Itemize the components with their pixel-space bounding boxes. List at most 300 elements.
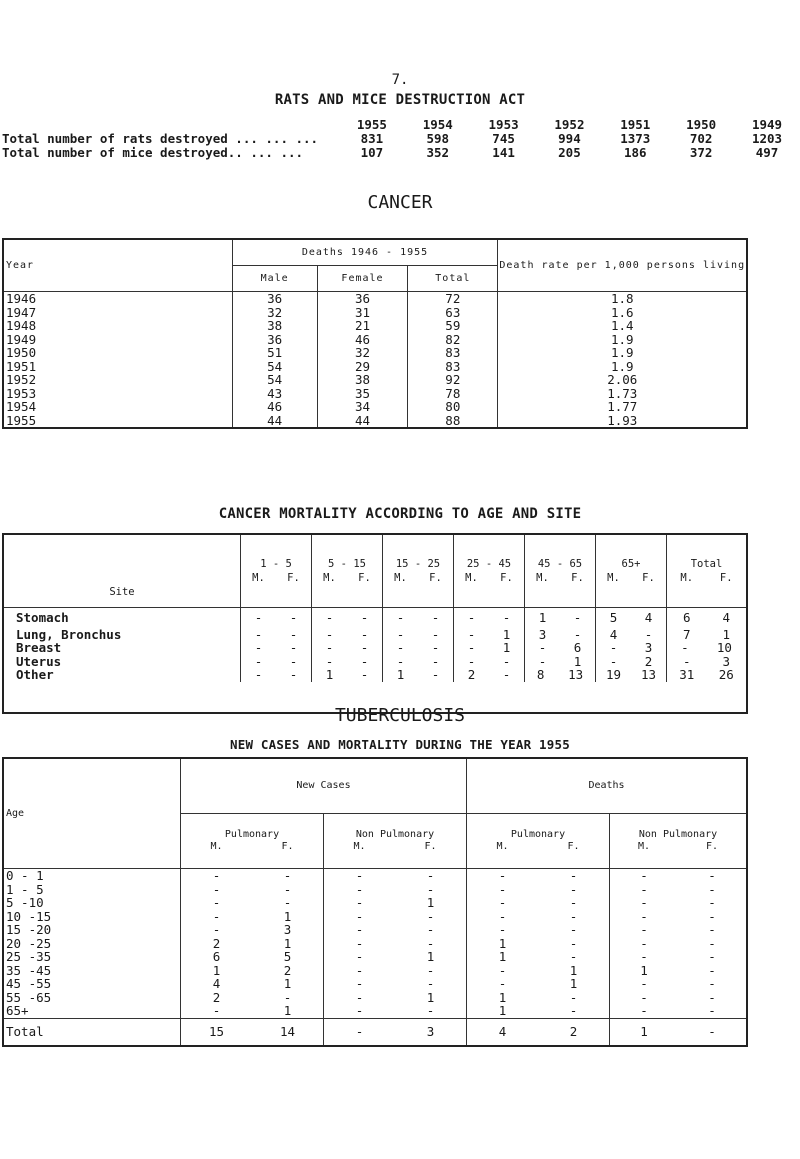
rats-years-row	[2, 118, 800, 132]
f-value: -	[289, 667, 298, 682]
table-row	[3, 977, 747, 991]
f-value: 4	[644, 610, 653, 625]
age-cell: 45 -55	[3, 977, 181, 991]
table-row	[3, 360, 747, 374]
m-value: -	[498, 868, 507, 883]
table-row	[3, 1004, 747, 1018]
m-value: -	[640, 922, 648, 937]
female-cell: 29	[317, 360, 407, 374]
table-row	[3, 319, 747, 333]
tb-value-cell	[467, 937, 610, 951]
tb-value-cell	[467, 910, 610, 924]
m-value: 1	[212, 962, 221, 978]
male-cell: 43	[232, 387, 317, 401]
male-cell: 54	[232, 360, 317, 374]
f-value: -	[426, 908, 435, 924]
site-value-cell	[383, 608, 454, 628]
f-value: -	[644, 626, 653, 642]
site-header: Site	[3, 534, 241, 608]
f-value: 1	[426, 895, 435, 910]
m-value: -	[212, 908, 221, 924]
m-value: 1	[640, 1023, 648, 1039]
female-cell: 34	[317, 400, 407, 414]
m-label: M.	[536, 572, 549, 584]
site-value-cell	[596, 608, 667, 628]
f-value: -	[426, 1003, 435, 1018]
male-cell: 36	[232, 333, 317, 347]
f-value: -	[569, 881, 578, 897]
f-value: 1	[573, 653, 582, 669]
m-value: -	[325, 640, 334, 655]
table-row	[3, 655, 747, 669]
rats-title: RATS AND MICE DESTRUCTION ACT	[274, 92, 526, 108]
m-value: -	[640, 868, 648, 883]
m-value: -	[355, 949, 364, 964]
m-value: -	[212, 922, 221, 937]
site-value-cell	[312, 628, 383, 642]
f-value: 14	[279, 1023, 296, 1039]
m-value: -	[396, 626, 405, 642]
table-row	[3, 628, 747, 642]
tb-value-cell	[467, 869, 610, 883]
age-cell: 55 -65	[3, 991, 181, 1005]
f-label: F.	[500, 572, 513, 584]
f-value: -	[502, 610, 511, 625]
table-row	[3, 869, 747, 883]
site-value-cell	[596, 668, 667, 682]
m-value: 3	[538, 626, 547, 642]
tb-value-cell	[181, 869, 324, 883]
m-value: 4	[498, 1023, 507, 1039]
m-value: -	[212, 868, 221, 883]
site-value-cell	[383, 668, 454, 682]
f-value: -	[426, 976, 435, 991]
f-value: 1	[426, 989, 435, 1005]
rats-value: 994	[558, 131, 581, 146]
table-row	[3, 883, 747, 897]
table-row	[3, 333, 747, 347]
f-value: -	[708, 881, 716, 897]
f-value: -	[431, 667, 440, 682]
f-value: 3	[722, 653, 731, 669]
site-value-cell	[312, 608, 383, 628]
rats-value: 831	[360, 131, 384, 146]
table-row	[3, 1018, 747, 1046]
age-group-header	[383, 534, 454, 608]
site-value-cell	[241, 668, 312, 682]
tb-value-cell	[467, 1018, 610, 1046]
site-value-cell	[383, 628, 454, 642]
f-value: -	[426, 868, 435, 883]
f-value: -	[360, 626, 369, 642]
f-value: 26	[718, 667, 734, 682]
age-group-label: 65+	[621, 558, 641, 570]
cancer-table	[2, 238, 748, 429]
total-cell: 80	[408, 400, 498, 414]
rate-header: Death rate per 1,000 persons living	[498, 239, 747, 292]
site-cell: Breast	[3, 641, 241, 655]
m-value: -	[254, 653, 263, 669]
m-label: M.	[465, 572, 478, 584]
age-group-label: 25 - 45	[466, 558, 512, 570]
year-1951: 1951	[620, 117, 651, 132]
m-value: -	[467, 610, 476, 625]
f-value: -	[289, 640, 298, 655]
f-value: -	[573, 626, 582, 642]
m-label: M.	[252, 572, 265, 584]
tb-value-cell	[324, 950, 467, 964]
site-value-cell	[667, 641, 748, 655]
f-value: -	[573, 610, 582, 625]
f-value: -	[289, 626, 298, 642]
year-1949: 1949	[751, 117, 783, 132]
f-value: -	[569, 908, 578, 924]
tb-table	[2, 757, 748, 1047]
tb-value-cell	[610, 910, 748, 924]
site-value-cell	[596, 628, 667, 642]
f-value: 6	[573, 640, 582, 655]
m-value: 6	[212, 949, 221, 964]
year-1952: 1952	[554, 117, 585, 132]
tb-value-cell	[324, 923, 467, 937]
m-value: -	[325, 626, 334, 642]
age-group-header	[525, 534, 596, 608]
female-cell: 38	[317, 373, 407, 387]
m-value: 1	[396, 667, 405, 682]
tb-value-cell	[610, 883, 748, 897]
rate-cell: 2.06	[498, 373, 747, 387]
female-cell: 31	[317, 306, 407, 320]
age-cell: 5 -10	[3, 896, 181, 910]
table-row	[3, 950, 747, 964]
site-value-cell	[596, 641, 667, 655]
tb-value-cell	[181, 910, 324, 924]
m-label: M.	[394, 572, 407, 584]
age-group-header	[596, 534, 667, 608]
f-value: 1	[502, 640, 511, 655]
m-value: -	[325, 653, 334, 669]
age-group-label: 1 - 5	[260, 558, 292, 570]
rats-value: 598	[426, 131, 450, 146]
tb-value-cell	[181, 883, 324, 897]
m-value: -	[640, 976, 648, 991]
table-row	[2, 146, 800, 160]
table-row	[3, 373, 747, 387]
table-row	[3, 306, 747, 320]
m-value: -	[355, 1023, 364, 1039]
tb-value-cell	[324, 964, 467, 978]
total-cell: 72	[408, 292, 498, 306]
f-value: -	[708, 935, 716, 951]
rate-cell: 1.6	[498, 306, 747, 320]
m-value: -	[538, 640, 547, 655]
m-value: 4	[609, 626, 618, 642]
site-value-cell	[667, 628, 748, 642]
m-value: -	[254, 640, 263, 655]
f-value: -	[502, 667, 511, 682]
male-cell: 51	[232, 346, 317, 360]
male-cell: 36	[232, 292, 317, 306]
table-row	[3, 668, 747, 682]
m-value: -	[254, 626, 263, 642]
site-value-cell	[525, 628, 596, 642]
tb-value-cell	[467, 977, 610, 991]
nc-pulmonary-header: Pulmonary M. F.	[181, 814, 324, 869]
tb-value-cell	[181, 923, 324, 937]
f-value: 4	[722, 610, 731, 625]
f-value: -	[426, 881, 435, 897]
f-value: 1	[283, 908, 292, 924]
site-value-cell	[312, 668, 383, 682]
mice-label: Total number of mice destroyed.. ... ...	[2, 145, 304, 160]
age-cell: 10 -15	[3, 910, 181, 924]
rate-cell: 1.77	[498, 400, 747, 414]
rate-cell: 1.73	[498, 387, 747, 401]
m-value: -	[355, 935, 364, 951]
site-value-cell	[525, 668, 596, 682]
m-value: 7	[682, 626, 691, 642]
tb-value-cell	[324, 883, 467, 897]
m-value: 4	[212, 976, 221, 991]
f-label: F.	[642, 572, 655, 584]
site-cell: Other	[3, 668, 241, 682]
tb-value-cell	[610, 991, 748, 1005]
f-value: 5	[283, 949, 292, 964]
site-table	[2, 533, 748, 714]
f-value: -	[708, 922, 716, 937]
rats-value: 702	[689, 131, 713, 146]
tb-value-cell	[467, 964, 610, 978]
year-1955: 1955	[356, 117, 387, 132]
f-value: -	[360, 610, 369, 625]
rats-value: 1203	[751, 131, 783, 146]
year-header: Year	[3, 239, 232, 292]
deaths-header: Deaths	[467, 758, 748, 814]
site-value-cell	[667, 655, 748, 669]
m-value: 2	[467, 667, 476, 682]
f-value: -	[708, 976, 716, 991]
f-value: -	[426, 922, 435, 937]
mice-value: 141	[492, 145, 515, 160]
f-value: -	[708, 908, 716, 924]
f-value: -	[569, 868, 578, 883]
f-value: -	[360, 667, 369, 682]
m-value: -	[212, 881, 221, 897]
m-value: -	[355, 908, 364, 924]
f-value: -	[569, 935, 578, 951]
age-group-label: 15 - 25	[395, 558, 441, 570]
male-cell: 46	[232, 400, 317, 414]
total-header: Total	[408, 266, 498, 292]
m-value: -	[640, 935, 648, 951]
m-value: -	[609, 640, 618, 655]
table-row	[3, 400, 747, 414]
site-value-cell	[667, 668, 748, 682]
mice-value: 186	[623, 145, 647, 160]
m-value: 6	[682, 610, 691, 625]
f-label: F.	[571, 572, 584, 584]
f-value: -	[708, 989, 716, 1005]
m-value: 1	[498, 935, 507, 951]
rats-label: Total number of rats destroyed ... ... ...	[2, 131, 319, 146]
m-value: -	[212, 895, 221, 910]
m-label: M.	[323, 572, 336, 584]
tb-value-cell	[324, 991, 467, 1005]
site-cell: Uterus	[3, 655, 241, 669]
m-value: 31	[679, 667, 695, 682]
m-value: -	[682, 653, 691, 669]
rats-value: 745	[492, 131, 515, 146]
year-cell: 1954	[3, 400, 232, 414]
total-cell: 83	[408, 360, 498, 374]
f-value: 1	[502, 626, 511, 642]
age-group-header	[312, 534, 383, 608]
m-value: -	[355, 989, 364, 1005]
f-value: -	[283, 989, 292, 1005]
tb-title: TUBERCULOSIS	[334, 705, 466, 726]
m-value: -	[396, 640, 405, 655]
year-cell: 1950	[3, 346, 232, 360]
m-value: -	[498, 908, 507, 924]
rats-value: 1373	[620, 131, 651, 146]
tb-value-cell	[181, 991, 324, 1005]
rate-cell: 1.9	[498, 346, 747, 360]
female-cell: 21	[317, 319, 407, 333]
total-cell: 92	[408, 373, 498, 387]
f-value: -	[283, 868, 292, 883]
total-cell: 88	[408, 414, 498, 429]
age-group-header	[241, 534, 312, 608]
year-cell: 1949	[3, 333, 232, 347]
male-cell: 54	[232, 373, 317, 387]
f-value: -	[708, 1003, 716, 1018]
site-value-cell	[667, 608, 748, 628]
female-cell: 44	[317, 414, 407, 429]
year-1950: 1950	[686, 117, 717, 132]
m-value: -	[467, 626, 476, 642]
cancer-title: CANCER	[367, 192, 433, 213]
f-value: -	[426, 935, 435, 951]
m-value: -	[467, 653, 476, 669]
m-value: -	[640, 908, 648, 924]
f-value: 1	[426, 949, 435, 964]
m-value: -	[355, 922, 364, 937]
site-cell: Lung, Bronchus	[3, 628, 241, 642]
rate-cell: 1.9	[498, 333, 747, 347]
m-value: -	[538, 653, 547, 669]
year-cell: 1955	[3, 414, 232, 429]
m-value: 15	[208, 1023, 225, 1039]
f-value: 13	[640, 667, 657, 682]
m-value: 1	[640, 962, 648, 978]
tb-value-cell	[610, 869, 748, 883]
rate-cell: 1.4	[498, 319, 747, 333]
site-value-cell	[596, 655, 667, 669]
tb-value-cell	[324, 1004, 467, 1018]
age-cell: 15 -20	[3, 923, 181, 937]
age-group-header	[454, 534, 525, 608]
f-value: -	[708, 895, 716, 910]
site-value-cell	[241, 628, 312, 642]
tb-value-cell	[467, 896, 610, 910]
site-cell: Stomach	[3, 608, 241, 628]
f-value: -	[431, 653, 440, 669]
m-value: -	[640, 895, 648, 910]
total-cell: 78	[408, 387, 498, 401]
d-pulmonary-header: Pulmonary M. F.	[467, 814, 610, 869]
tb-value-cell	[467, 923, 610, 937]
m-value: -	[640, 1003, 648, 1018]
site-value-cell	[454, 668, 525, 682]
m-value: -	[396, 610, 405, 625]
f-label: F.	[358, 572, 371, 584]
age-cell: 1 - 5	[3, 883, 181, 897]
age-cell: 25 -35	[3, 950, 181, 964]
table-row	[3, 414, 747, 429]
rats-table	[2, 118, 800, 160]
m-value: 1	[498, 989, 507, 1005]
f-value: -	[426, 962, 435, 978]
tb-value-cell	[467, 991, 610, 1005]
total-cell: 82	[408, 333, 498, 347]
m-value: -	[254, 667, 263, 682]
male-cell: 38	[232, 319, 317, 333]
f-value: 1	[569, 962, 578, 978]
year-cell: 1948	[3, 319, 232, 333]
table-row	[3, 346, 747, 360]
f-value: -	[569, 1003, 578, 1018]
f-value: 1	[722, 626, 731, 642]
m-value: -	[254, 610, 263, 625]
f-value: -	[708, 1023, 716, 1039]
site-value-cell	[525, 641, 596, 655]
age-group-label: 45 - 65	[537, 558, 583, 570]
f-value: 10	[716, 640, 732, 655]
f-value: 3	[283, 922, 292, 937]
tb-value-cell	[324, 1018, 467, 1046]
site-value-cell	[241, 608, 312, 628]
mice-value: 497	[755, 145, 779, 160]
f-value: -	[283, 881, 292, 897]
m-value: -	[498, 922, 507, 937]
year-cell: 1951	[3, 360, 232, 374]
f-value: -	[431, 610, 440, 625]
f-value: -	[569, 922, 578, 937]
f-value: -	[569, 895, 578, 910]
site-value-cell	[454, 641, 525, 655]
mice-value: 107	[360, 145, 384, 160]
year-1954: 1954	[422, 117, 453, 132]
tb-value-cell	[181, 937, 324, 951]
f-value: 3	[644, 640, 653, 655]
year-cell: 1947	[3, 306, 232, 320]
f-value: 2	[569, 1023, 578, 1039]
f-value: -	[360, 640, 369, 655]
f-value: 13	[568, 667, 584, 682]
site-value-cell	[525, 608, 596, 628]
m-value: -	[498, 976, 507, 991]
m-value: 2	[212, 935, 221, 951]
mice-value: 205	[558, 145, 581, 160]
tb-value-cell	[181, 1004, 324, 1018]
tb-value-cell	[610, 937, 748, 951]
age-cell: 0 - 1	[3, 869, 181, 883]
tb-value-cell	[610, 964, 748, 978]
age-cell: 20 -25	[3, 937, 181, 951]
tb-value-cell	[610, 923, 748, 937]
site-value-cell	[312, 641, 383, 655]
m-value: 19	[605, 667, 622, 682]
